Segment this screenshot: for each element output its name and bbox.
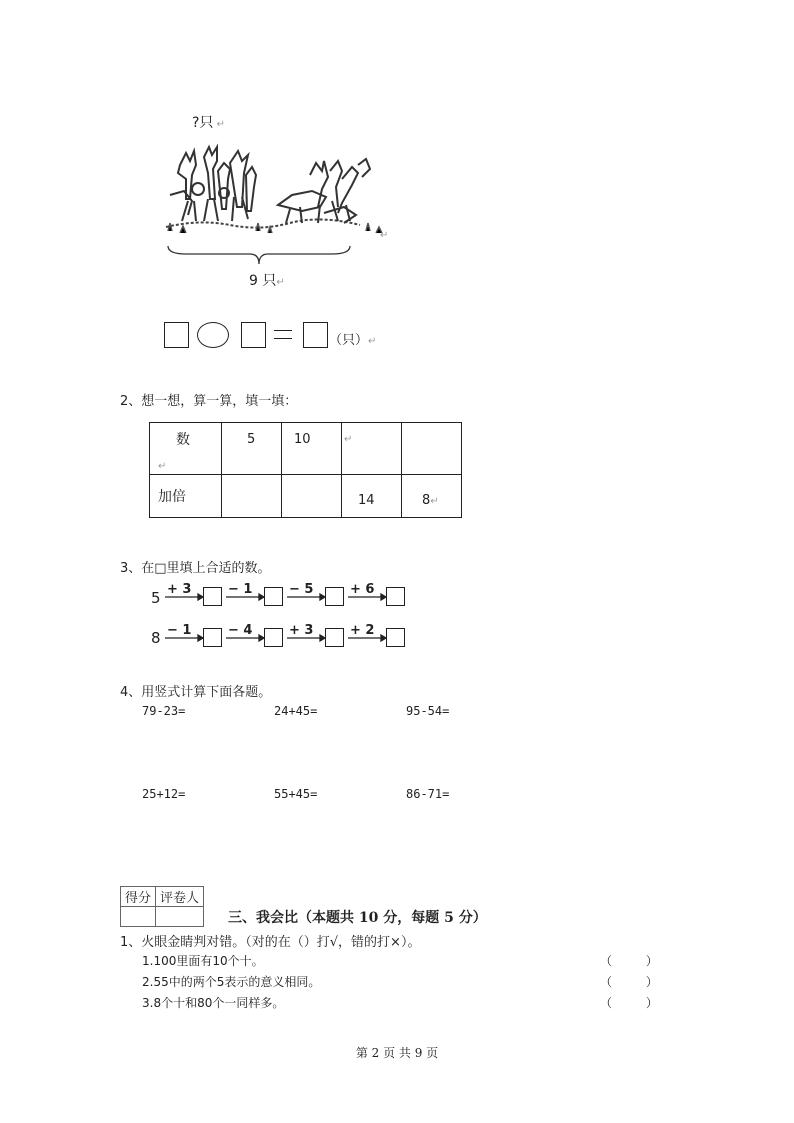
operator-circle[interactable] — [197, 322, 229, 348]
q3-title: 3、在□里填上合适的数。 — [120, 561, 271, 576]
table-cell[interactable]: 14 — [342, 475, 402, 518]
answer-paren[interactable]: （ ） — [600, 975, 658, 989]
chain-start-number: 8 — [151, 629, 161, 647]
answer-paren[interactable]: （ ） — [600, 954, 658, 968]
q2-title: 2、想一想，算一算，填一填： — [120, 394, 298, 409]
judgement-item: 1.100里面有10个十。 — [142, 954, 264, 968]
chain-op-label: + 2 — [350, 623, 375, 638]
table-header-double: 加倍 — [150, 475, 222, 518]
return-mark-icon: ↵ — [380, 230, 389, 241]
answer-paren[interactable]: （ ） — [600, 996, 658, 1010]
calc-problem: 24+45= — [274, 704, 318, 718]
chain-op-label: − 5 — [289, 582, 314, 597]
answer-box[interactable] — [303, 322, 328, 348]
double-table — [149, 422, 462, 518]
q1-top-label: ?只 ↵ — [192, 115, 225, 131]
calc-problem: 86-71= — [406, 787, 450, 801]
answer-box[interactable] — [386, 587, 405, 606]
grader-field[interactable] — [156, 907, 204, 927]
table-cell[interactable]: 5 — [222, 423, 282, 475]
answer-box[interactable] — [264, 587, 283, 606]
equation-unit: （只）↵ — [329, 333, 377, 348]
table-cell[interactable] — [342, 423, 402, 475]
equals-sign — [274, 330, 292, 339]
answer-box[interactable] — [203, 587, 222, 606]
grader-label: 评卷人 — [156, 887, 204, 907]
answer-box[interactable] — [203, 628, 222, 647]
judgement-item: 3.8个十和80个一同样多。 — [142, 996, 285, 1010]
return-mark-icon: ↵ — [344, 434, 353, 445]
chain-start-number: 5 — [151, 589, 161, 607]
score-box — [120, 886, 204, 927]
score-label: 得分 — [121, 887, 156, 907]
table-cell[interactable]: 8↵ — [402, 475, 462, 518]
page-footer: 第 2 页 共 9 页 — [355, 1046, 439, 1060]
calc-problem: 55+45= — [274, 787, 318, 801]
chain-op-label: − 1 — [228, 582, 253, 597]
q1-bottom-label: 9 只↵ — [249, 273, 285, 289]
chain-op-label: − 4 — [228, 623, 253, 638]
answer-box[interactable] — [325, 628, 344, 647]
section3-q1-title: 1、火眼金睛判对错。（对的在（）打√，错的打×）。 — [120, 935, 421, 950]
chain-op-label: + 3 — [289, 623, 314, 638]
answer-box[interactable] — [164, 322, 189, 348]
deer-illustration — [160, 135, 392, 243]
answer-box[interactable] — [386, 628, 405, 647]
chain-op-label: + 6 — [350, 582, 375, 597]
brace-icon — [166, 244, 352, 266]
calc-problem: 25+12= — [142, 787, 186, 801]
return-mark-icon: ↵ — [158, 461, 167, 472]
return-mark-icon: ↵ — [368, 336, 377, 347]
chain-op-label: + 3 — [167, 582, 192, 597]
table-cell[interactable] — [222, 475, 282, 518]
table-cell[interactable] — [282, 475, 342, 518]
score-field[interactable] — [121, 907, 156, 927]
table-header-number: 数 ↵ — [150, 423, 222, 475]
calc-problem: 95-54= — [406, 704, 450, 718]
section3-heading: 三、我会比（本题共 10 分，每题 5 分） — [228, 910, 487, 926]
answer-box[interactable] — [264, 628, 283, 647]
answer-box[interactable] — [325, 587, 344, 606]
answer-box[interactable] — [241, 322, 266, 348]
return-mark-icon: ↵ — [430, 495, 439, 507]
return-mark-icon: ↵ — [276, 277, 285, 288]
judgement-item: 2.55中的两个5表示的意义相同。 — [142, 975, 321, 989]
return-mark-icon: ↵ — [213, 119, 225, 130]
chain-op-label: − 1 — [167, 623, 192, 638]
table-cell[interactable]: 10 — [282, 423, 342, 475]
q4-title: 4、用竖式计算下面各题。 — [120, 685, 272, 700]
table-cell[interactable] — [402, 423, 462, 475]
calc-problem: 79-23= — [142, 704, 186, 718]
